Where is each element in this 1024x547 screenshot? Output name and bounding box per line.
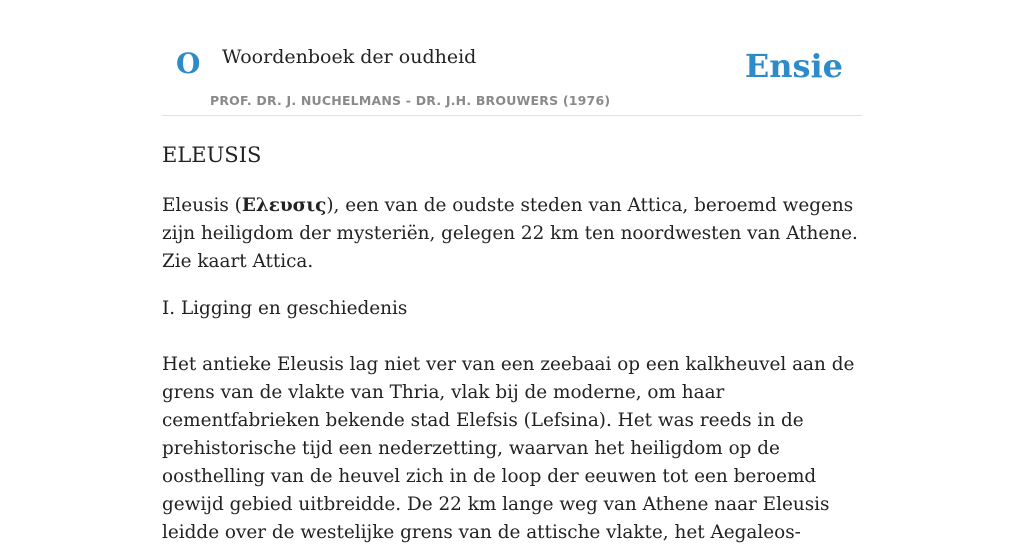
greek-term: Ελευσις bbox=[241, 195, 327, 216]
book-letter-link[interactable]: O bbox=[176, 47, 201, 80]
page-container bbox=[162, 0, 862, 543]
intro-text-end: ), een van de oudste steden van Attica, beroemd wegens zijn heiligdom der mysteriën, gelegen 22 km ten noordwesten van Athene. Zie kaart Attica. bbox=[162, 195, 858, 272]
section-paragraph: Het antieke Eleusis lag niet ver van een zeebaai op een kalkheuvel aan de grens van de vlakte van Thria, vlak bij de moderne, om haar cementfabrieken bekende stad Elefsis (Lefsina). Het was reeds in de prehistorische tijd een nederzetting, waarvan het heiligdom op de oosthelling van de heuvel zich in de loop der eeuwen tot een beroemd gewijd gebied uitbreidde. De 22 km lange weg van Athene naar Eleusis leidde over de westelijke grens van de attische vlakte, het Aegaleos- bbox=[162, 354, 855, 543]
book-authors: PROF. DR. J. NUCHELMANS - DR. J.H. BROUWERS (1976) bbox=[210, 93, 611, 108]
entry-intro-paragraph bbox=[162, 192, 862, 276]
section-heading: I. Ligging en geschiedenis bbox=[162, 298, 408, 319]
intro-text-start: Eleusis ( bbox=[162, 195, 242, 216]
book-header bbox=[162, 0, 862, 116]
entry-title: ELEUSIS bbox=[162, 143, 262, 167]
ensie-logo-link[interactable]: Ensie bbox=[744, 47, 843, 85]
book-title-link[interactable]: Woordenboek der oudheid bbox=[222, 46, 477, 68]
